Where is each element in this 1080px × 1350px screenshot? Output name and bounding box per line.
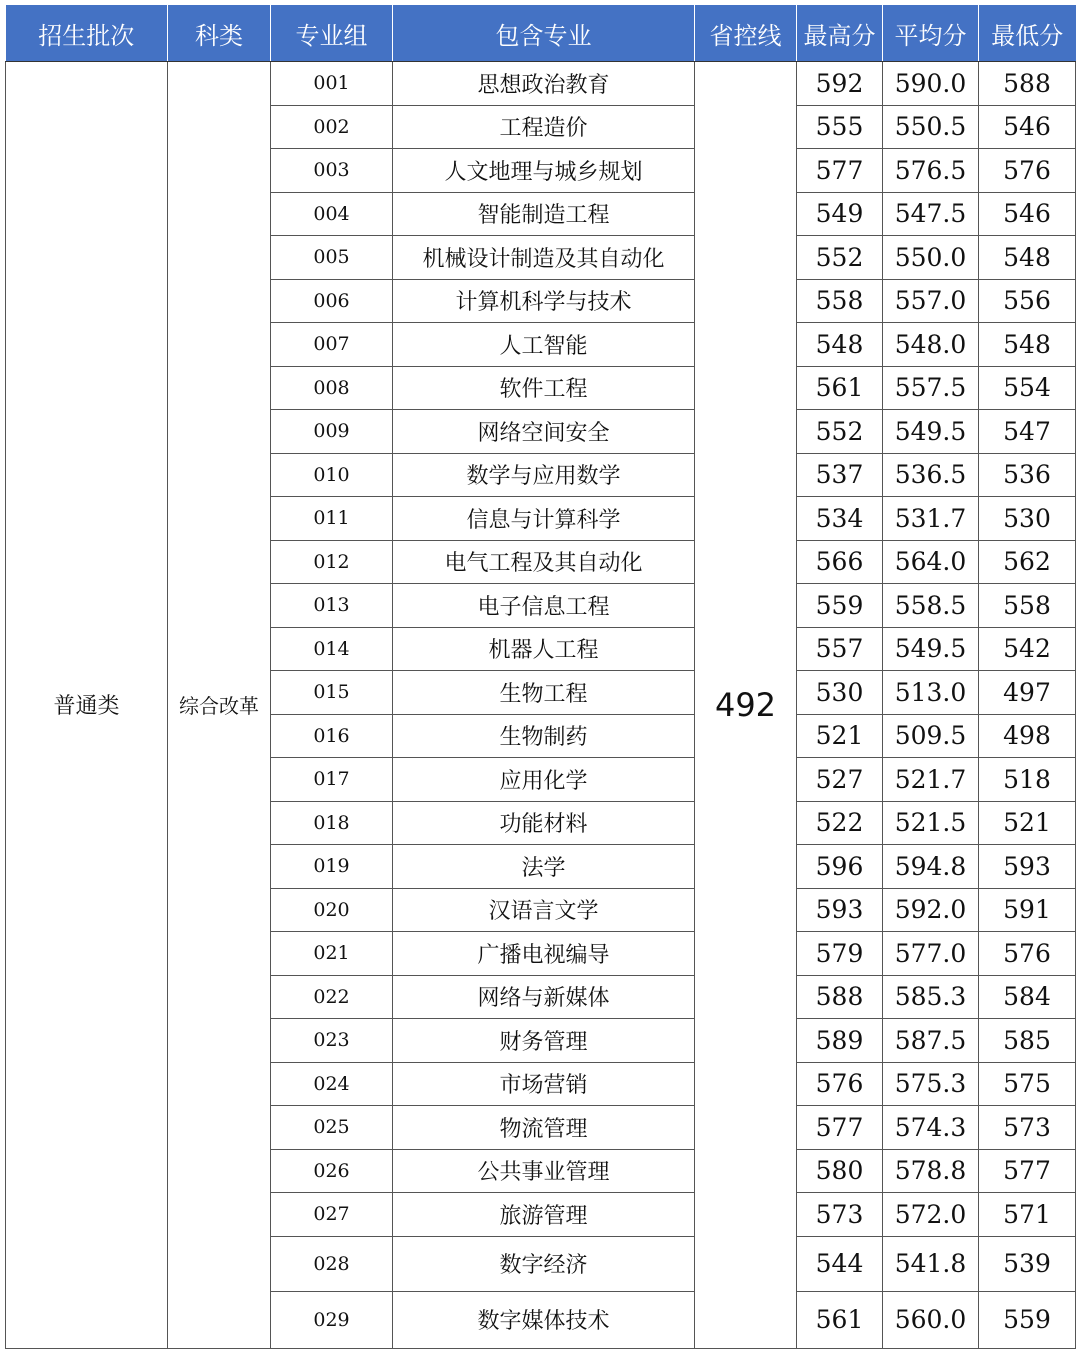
min-score-cell: 548	[979, 323, 1076, 367]
control-line-cell: 492	[695, 62, 797, 1349]
group-code-cell: 023	[271, 1019, 393, 1063]
max-score-cell: 593	[797, 888, 883, 932]
major-name-cell: 信息与计算科学	[393, 497, 695, 541]
group-code-cell: 002	[271, 105, 393, 149]
max-score-cell: 530	[797, 671, 883, 715]
group-code-cell: 020	[271, 888, 393, 932]
major-name-cell: 财务管理	[393, 1019, 695, 1063]
min-score-cell: 497	[979, 671, 1076, 715]
major-name-cell: 机器人工程	[393, 627, 695, 671]
max-score-cell: 576	[797, 1062, 883, 1106]
min-score-cell: 558	[979, 584, 1076, 628]
header-group: 专业组	[271, 5, 393, 62]
major-name-cell: 生物工程	[393, 671, 695, 715]
max-score-cell: 534	[797, 497, 883, 541]
avg-score-cell: 572.0	[883, 1193, 979, 1237]
header-min-score: 最低分	[979, 5, 1076, 62]
max-score-cell: 522	[797, 801, 883, 845]
avg-score-cell: 577.0	[883, 932, 979, 976]
group-code-cell: 007	[271, 323, 393, 367]
avg-score-cell: 557.0	[883, 279, 979, 323]
avg-score-cell: 536.5	[883, 453, 979, 497]
group-code-cell: 019	[271, 845, 393, 889]
max-score-cell: 552	[797, 236, 883, 280]
min-score-cell: 577	[979, 1149, 1076, 1193]
min-score-cell: 536	[979, 453, 1076, 497]
group-code-cell: 006	[271, 279, 393, 323]
max-score-cell: 580	[797, 1149, 883, 1193]
avg-score-cell: 547.5	[883, 192, 979, 236]
avg-score-cell: 549.5	[883, 627, 979, 671]
min-score-cell: 573	[979, 1106, 1076, 1150]
max-score-cell: 561	[797, 366, 883, 410]
min-score-cell: 548	[979, 236, 1076, 280]
max-score-cell: 558	[797, 279, 883, 323]
major-name-cell: 人工智能	[393, 323, 695, 367]
major-name-cell: 功能材料	[393, 801, 695, 845]
group-code-cell: 014	[271, 627, 393, 671]
major-name-cell: 数字经济	[393, 1236, 695, 1291]
min-score-cell: 571	[979, 1193, 1076, 1237]
group-code-cell: 025	[271, 1106, 393, 1150]
max-score-cell: 588	[797, 975, 883, 1019]
max-score-cell: 577	[797, 1106, 883, 1150]
avg-score-cell: 550.0	[883, 236, 979, 280]
major-name-cell: 电气工程及其自动化	[393, 540, 695, 584]
group-code-cell: 013	[271, 584, 393, 628]
group-code-cell: 026	[271, 1149, 393, 1193]
batch-cell: 普通类	[6, 62, 168, 1349]
major-name-cell: 人文地理与城乡规划	[393, 149, 695, 193]
avg-score-cell: 587.5	[883, 1019, 979, 1063]
major-name-cell: 机械设计制造及其自动化	[393, 236, 695, 280]
max-score-cell: 596	[797, 845, 883, 889]
group-code-cell: 017	[271, 758, 393, 802]
group-code-cell: 003	[271, 149, 393, 193]
group-code-cell: 027	[271, 1193, 393, 1237]
major-name-cell: 汉语言文学	[393, 888, 695, 932]
group-code-cell: 015	[271, 671, 393, 715]
admission-score-table	[5, 5, 1076, 1349]
major-name-cell: 物流管理	[393, 1106, 695, 1150]
group-code-cell: 005	[271, 236, 393, 280]
major-name-cell: 思想政治教育	[393, 62, 695, 106]
avg-score-cell: 576.5	[883, 149, 979, 193]
category-cell: 综合改革	[168, 62, 271, 1349]
header-row	[6, 5, 1076, 62]
avg-score-cell: 521.7	[883, 758, 979, 802]
min-score-cell: 546	[979, 192, 1076, 236]
max-score-cell: 544	[797, 1236, 883, 1291]
major-name-cell: 市场营销	[393, 1062, 695, 1106]
min-score-cell: 554	[979, 366, 1076, 410]
major-name-cell: 网络空间安全	[393, 410, 695, 454]
header-avg-score: 平均分	[883, 5, 979, 62]
group-code-cell: 012	[271, 540, 393, 584]
avg-score-cell: 521.5	[883, 801, 979, 845]
min-score-cell: 547	[979, 410, 1076, 454]
avg-score-cell: 585.3	[883, 975, 979, 1019]
max-score-cell: 555	[797, 105, 883, 149]
max-score-cell: 557	[797, 627, 883, 671]
header-batch: 招生批次	[6, 5, 168, 62]
group-code-cell: 028	[271, 1236, 393, 1291]
min-score-cell: 591	[979, 888, 1076, 932]
group-code-cell: 018	[271, 801, 393, 845]
min-score-cell: 542	[979, 627, 1076, 671]
major-name-cell: 电子信息工程	[393, 584, 695, 628]
table-body	[6, 62, 1076, 1349]
avg-score-cell: 513.0	[883, 671, 979, 715]
major-name-cell: 旅游管理	[393, 1193, 695, 1237]
avg-score-cell: 558.5	[883, 584, 979, 628]
group-code-cell: 008	[271, 366, 393, 410]
avg-score-cell: 560.0	[883, 1291, 979, 1348]
max-score-cell: 537	[797, 453, 883, 497]
max-score-cell: 573	[797, 1193, 883, 1237]
min-score-cell: 546	[979, 105, 1076, 149]
group-code-cell: 001	[271, 62, 393, 106]
max-score-cell: 527	[797, 758, 883, 802]
max-score-cell: 561	[797, 1291, 883, 1348]
group-code-cell: 029	[271, 1291, 393, 1348]
header-max-score: 最高分	[797, 5, 883, 62]
avg-score-cell: 590.0	[883, 62, 979, 106]
group-code-cell: 004	[271, 192, 393, 236]
avg-score-cell: 550.5	[883, 105, 979, 149]
avg-score-cell: 564.0	[883, 540, 979, 584]
avg-score-cell: 578.8	[883, 1149, 979, 1193]
min-score-cell: 584	[979, 975, 1076, 1019]
min-score-cell: 576	[979, 149, 1076, 193]
group-code-cell: 009	[271, 410, 393, 454]
max-score-cell: 589	[797, 1019, 883, 1063]
max-score-cell: 549	[797, 192, 883, 236]
avg-score-cell: 592.0	[883, 888, 979, 932]
major-name-cell: 生物制药	[393, 714, 695, 758]
major-name-cell: 计算机科学与技术	[393, 279, 695, 323]
max-score-cell: 548	[797, 323, 883, 367]
group-code-cell: 010	[271, 453, 393, 497]
major-name-cell: 网络与新媒体	[393, 975, 695, 1019]
max-score-cell: 552	[797, 410, 883, 454]
major-name-cell: 法学	[393, 845, 695, 889]
avg-score-cell: 509.5	[883, 714, 979, 758]
major-name-cell: 工程造价	[393, 105, 695, 149]
min-score-cell: 559	[979, 1291, 1076, 1348]
max-score-cell: 521	[797, 714, 883, 758]
min-score-cell: 521	[979, 801, 1076, 845]
avg-score-cell: 531.7	[883, 497, 979, 541]
major-name-cell: 智能制造工程	[393, 192, 695, 236]
avg-score-cell: 557.5	[883, 366, 979, 410]
group-code-cell: 016	[271, 714, 393, 758]
group-code-cell: 024	[271, 1062, 393, 1106]
major-name-cell: 广播电视编导	[393, 932, 695, 976]
table-row	[6, 62, 1076, 106]
max-score-cell: 566	[797, 540, 883, 584]
header-category: 科类	[168, 5, 271, 62]
header-control-line: 省控线	[695, 5, 797, 62]
max-score-cell: 577	[797, 149, 883, 193]
min-score-cell: 562	[979, 540, 1076, 584]
avg-score-cell: 541.8	[883, 1236, 979, 1291]
max-score-cell: 592	[797, 62, 883, 106]
min-score-cell: 539	[979, 1236, 1076, 1291]
min-score-cell: 588	[979, 62, 1076, 106]
group-code-cell: 022	[271, 975, 393, 1019]
major-name-cell: 数学与应用数学	[393, 453, 695, 497]
avg-score-cell: 574.3	[883, 1106, 979, 1150]
avg-score-cell: 575.3	[883, 1062, 979, 1106]
major-name-cell: 数字媒体技术	[393, 1291, 695, 1348]
min-score-cell: 576	[979, 932, 1076, 976]
min-score-cell: 498	[979, 714, 1076, 758]
avg-score-cell: 548.0	[883, 323, 979, 367]
group-code-cell: 021	[271, 932, 393, 976]
group-code-cell: 011	[271, 497, 393, 541]
header-major: 包含专业	[393, 5, 695, 62]
min-score-cell: 575	[979, 1062, 1076, 1106]
max-score-cell: 579	[797, 932, 883, 976]
min-score-cell: 556	[979, 279, 1076, 323]
min-score-cell: 530	[979, 497, 1076, 541]
major-name-cell: 公共事业管理	[393, 1149, 695, 1193]
min-score-cell: 518	[979, 758, 1076, 802]
max-score-cell: 559	[797, 584, 883, 628]
major-name-cell: 软件工程	[393, 366, 695, 410]
major-name-cell: 应用化学	[393, 758, 695, 802]
min-score-cell: 593	[979, 845, 1076, 889]
min-score-cell: 585	[979, 1019, 1076, 1063]
avg-score-cell: 549.5	[883, 410, 979, 454]
avg-score-cell: 594.8	[883, 845, 979, 889]
